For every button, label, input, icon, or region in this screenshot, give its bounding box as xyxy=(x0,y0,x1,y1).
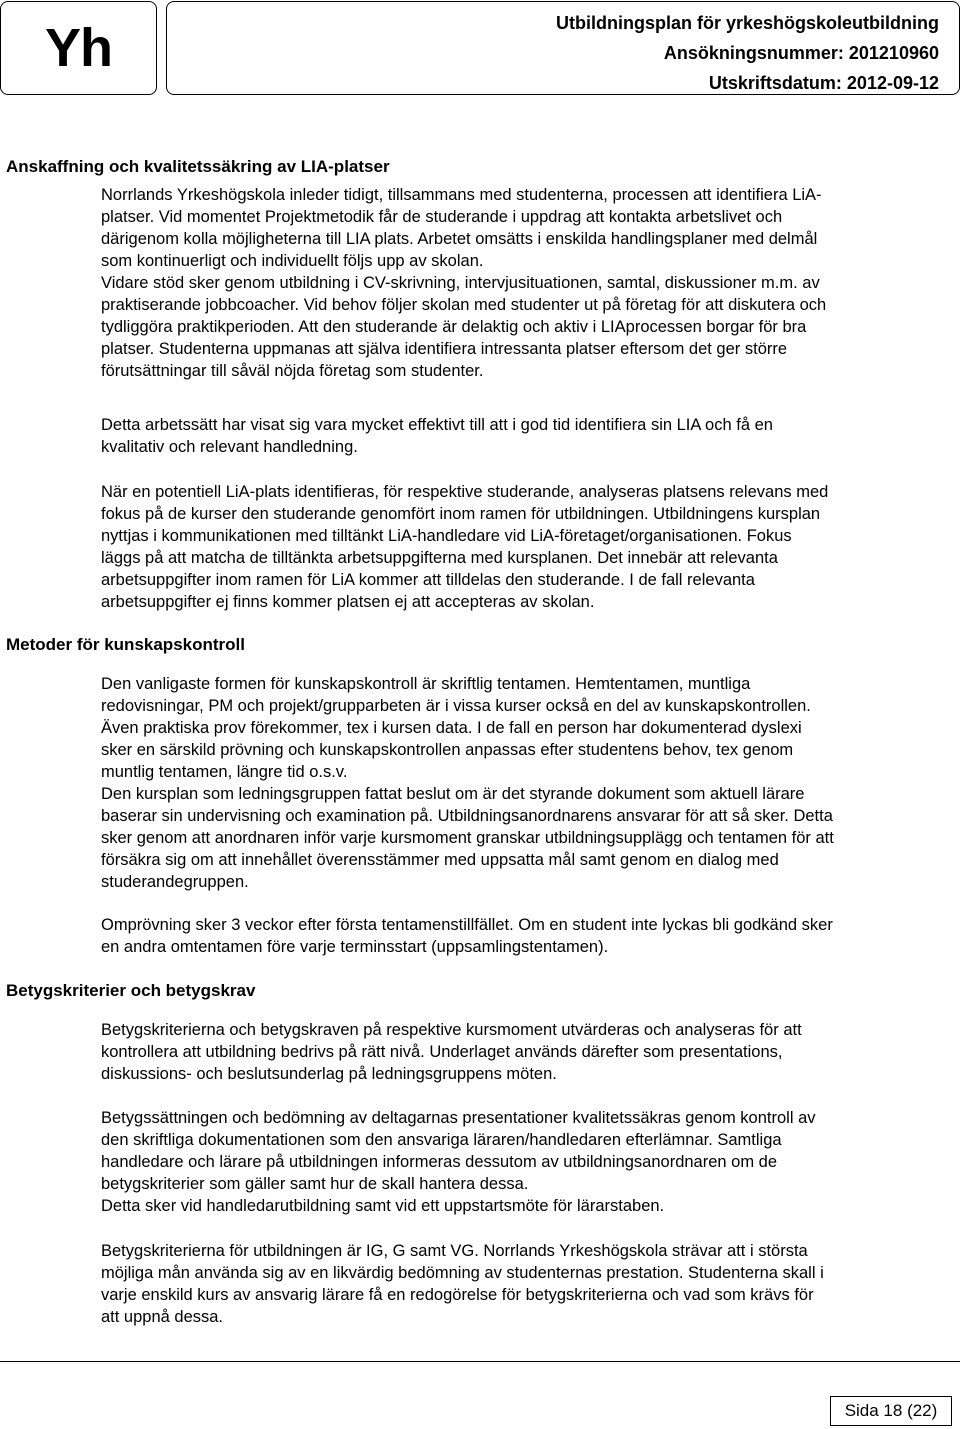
yh-logo: Yh xyxy=(0,1,157,95)
paragraph xyxy=(101,914,951,958)
text-line: förutsättningar till såväl nöjda företag som studenter. xyxy=(101,362,484,380)
text-line: arbetsuppgifter inom ramen för LiA kommer att tilldelas den studerande. I de fall relevanta xyxy=(101,571,755,589)
text-line: fokus på de kurser den studerande genomfört inom ramen för utbildningen. Utbildningens kursplan xyxy=(101,505,821,523)
text-line: som kontinuerligt och individuellt följs upp av skolan. xyxy=(101,252,484,270)
text-line: Även praktiska prov förekommer, tex i kursen data. I de fall en person har dokumenterad dyslexi xyxy=(101,719,802,737)
paragraph xyxy=(101,673,951,893)
footer-divider xyxy=(0,1361,960,1362)
document-title: Utbildningsplan för yrkeshögskoleutbildning xyxy=(555,13,939,33)
paragraph xyxy=(101,481,951,613)
paragraph xyxy=(101,414,951,458)
text-line: Betygssättningen och bedömning av deltagarnas presentationer kvalitetssäkras genom kontroll av xyxy=(101,1109,816,1127)
text-line: platser. Vid momentet Projektmetodik får de studerande i uppdrag att kontakta arbetslivet och xyxy=(101,208,783,226)
text-line: diskussions- och beslutsunderlag på ledningsgruppens möten. xyxy=(101,1065,557,1083)
document-header xyxy=(166,1,960,95)
paragraph xyxy=(101,1107,951,1217)
section-title-lia: Anskaffning och kvalitetssäkring av LIA-platser xyxy=(6,157,390,176)
text-line: försäkra sig om att innehållet överensstämmer med uppsatta mål samt genom en dialog med xyxy=(101,851,779,869)
text-line: därigenom kolla möjligheterna till LIA plats. Arbetet omsätts i enskilda handlingsplaner med delmål xyxy=(101,230,818,248)
text-line: redovisningar, PM och projekt/grupparbeten är i vissa kurser också en del av kunskapskontrollen. xyxy=(101,697,811,715)
section-title-methods: Metoder för kunskapskontroll xyxy=(6,635,245,654)
text-line: Detta arbetssätt har visat sig vara mycket effektivt till att i god tid identifiera sin LIA och få en xyxy=(101,416,773,434)
page-number: Sida 18 (22) xyxy=(830,1396,952,1426)
paragraph xyxy=(101,1019,951,1085)
text-line: Norrlands Yrkeshögskola inleder tidigt, tillsammans med studenterna, processen att identifiera LiA- xyxy=(101,186,822,204)
text-line: baserar sin undervisning och examination på. Utbildningsanordnarens ansvarar för att så sker. Detta xyxy=(101,807,833,825)
text-line: att uppnå dessa. xyxy=(101,1308,224,1326)
text-line: Betygskriterierna för utbildningen är IG, G samt VG. Norrlands Yrkeshögskola strävar att i största xyxy=(101,1242,808,1260)
text-line: sker en särskild prövning och kunskapskontrollen anpassas efter studentens behov, tex genom xyxy=(101,741,794,759)
application-number: Ansökningsnummer: 201210960 xyxy=(663,43,939,63)
print-date: Utskriftsdatum: 2012-09-12 xyxy=(708,73,939,93)
text-line: Betygskriterierna och betygskraven på respektive kursmoment utvärderas och analyseras för att xyxy=(101,1021,802,1039)
text-line: muntlig tentamen, längre tid o.s.v. xyxy=(101,763,348,781)
text-line: nyttjas i kommunikationen med tilltänkt LiA-handledare vid LiA-företaget/organisationen. Fokus xyxy=(101,527,792,545)
text-line: betygskriterier som gäller samt hur de skall hantera dessa. xyxy=(101,1175,529,1193)
text-line: När en potentiell LiA-plats identifieras, för respektive studerande, analyseras platsens relevans med xyxy=(101,483,829,501)
text-line: Omprövning sker 3 veckor efter första tentamenstillfället. Om en student inte lyckas bli godkänd sker xyxy=(101,916,833,934)
text-line: Vidare stöd sker genom utbildning i CV-skrivning, intervjusituationen, samtal, diskussioner m.m. av xyxy=(101,274,820,292)
text-line: platser. Studenterna uppmanas att själva identifiera intressanta platser eftersom det ger större xyxy=(101,340,788,358)
text-line: möjliga mån använda sig av en likvärdig bedömning av studenternas prestation. Studenterna skall i xyxy=(101,1264,824,1282)
text-line: Detta sker vid handledarutbildning samt vid ett uppstartsmöte för lärarstaben. xyxy=(101,1197,665,1215)
paragraph xyxy=(101,184,951,382)
text-line: kontrollera att utbildning bedrivs på rätt nivå. Underlaget används därefter som presentations, xyxy=(101,1043,783,1061)
text-line: den skriftliga dokumentationen som den ansvariga läraren/handledaren efterlämnar. Samtliga xyxy=(101,1131,782,1149)
text-line: kvalitativ och relevant handledning. xyxy=(101,438,358,456)
text-line: sker genom att anordnaren inför varje kursmoment granskar utbildningsupplägg och tentamen för att xyxy=(101,829,834,847)
text-line: praktiserande jobbcoacher. Vid behov följer skolan med studenter ut på företag för att diskutera och xyxy=(101,296,827,314)
text-line: studerandegruppen. xyxy=(101,873,249,891)
text-line: tydliggöra praktikperioden. Att den studerande är delaktig och aktiv i LIAprocessen borgar för bra xyxy=(101,318,807,336)
text-line: en andra omtentamen före varje terminsstart (uppsamlingstentamen). xyxy=(101,938,609,956)
paragraph xyxy=(101,1240,951,1328)
text-line: handledare och lärare på utbildningen informeras dessutom av utbildningsanordnaren om de xyxy=(101,1153,778,1171)
text-line: varje enskild kurs av ansvarig lärare få en redogörelse för betygskriterierna och vad som krävs för xyxy=(101,1286,814,1304)
text-line: arbetsuppgifter ej finns kommer platsen ej att accepteras av skolan. xyxy=(101,593,595,611)
section-title-grading: Betygskriterier och betygskrav xyxy=(6,981,256,1000)
text-line: Den vanligaste formen för kunskapskontroll är skriftlig tentamen. Hemtentamen, muntliga xyxy=(101,675,751,693)
text-line: läggs på att matcha de tilltänkta arbetsuppgifterna med kursplanen. Det innebär att relevanta xyxy=(101,549,778,567)
text-line: Den kursplan som ledningsgruppen fattat beslut om är det styrande dokument som aktuell lärare xyxy=(101,785,805,803)
